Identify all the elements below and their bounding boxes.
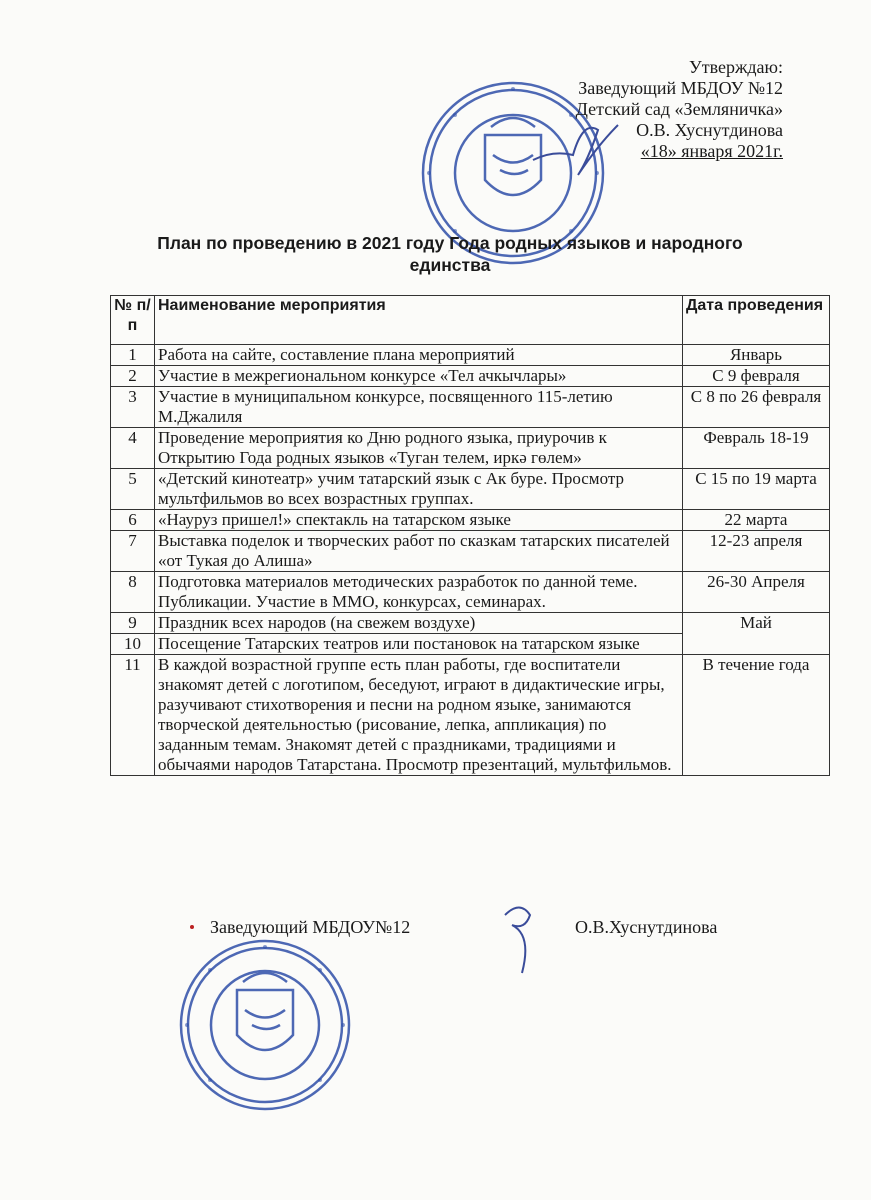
row-num: 9 [111,613,155,634]
row-name: Праздник всех народов (на свежем воздухе) [155,613,683,634]
row-date: Май [683,613,830,655]
row-num: 11 [111,655,155,776]
row-num: 3 [111,387,155,428]
row-num: 6 [111,510,155,531]
header-num: № п/п [111,296,155,345]
row-name: Работа на сайте, составление плана мероприятий [155,345,683,366]
row-name: Участие в межрегиональном конкурсе «Тел ачкычлары» [155,366,683,387]
row-date: Февраль 18-19 [683,428,830,469]
footer-position: Заведующий МБДОУ№12 [210,917,411,937]
header-name: Наименование мероприятия [155,296,683,345]
footer-name: О.В.Хуснутдинова [575,917,718,937]
row-name: Выставка поделок и творческих работ по сказкам татарских писателей «от Тукая до Алиша» [155,531,683,572]
table-row [111,613,830,634]
page-title [130,232,770,276]
row-name: Подготовка материалов методических разработок по данной теме. Публикации. Участие в ММО, конкурсах, семинарах. [155,572,683,613]
row-name: Участие в муниципальном конкурсе, посвященного 115-летию М.Джалиля [155,387,683,428]
table-row [111,387,830,428]
bottom-stamp [175,935,355,1115]
row-num: 1 [111,345,155,366]
row-date: Январь [683,345,830,366]
row-num: 4 [111,428,155,469]
row-num: 8 [111,572,155,613]
approval-heading: Утверждаю: [688,57,783,77]
row-date: 26-30 Апреля [683,572,830,613]
events-table [110,295,830,776]
title-line-1: План по проведению в 2021 году Года родных языков и народного [157,233,743,253]
row-num: 7 [111,531,155,572]
table-row [111,469,830,510]
table-row [111,572,830,613]
header-date: Дата проведения [683,296,830,345]
row-name: Проведение мероприятия ко Дню родного языка, приурочив к Открытию Года родных языков «Туган телем, иркә гөлем» [155,428,683,469]
table-row [111,366,830,387]
approval-date: «18» января 2021г. [640,141,783,161]
table-row [111,531,830,572]
row-num: 2 [111,366,155,387]
row-date: 12-23 апреля [683,531,830,572]
footer-signature [495,895,545,975]
row-date: 22 марта [683,510,830,531]
row-name: В каждой возрастной группе есть план работы, где воспитатели знакомят детей с логотипом, беседуют, играют в дидактические игры, разучивают стихотворения и песни на родном языке, занимаются творческой деятельностью (рисование, лепка, аппликация) по заданным темам. Знакомят детей с праздниками, традициями и обычаями народов Татарстана. Просмотр презентаций, мультфильмов. [155,655,683,776]
row-num: 10 [111,634,155,655]
title-line-2: единства [409,255,491,275]
row-name: «Детский кинотеатр» учим татарский язык с Ак буре. Просмотр мультфильмов во всех возрастных группах. [155,469,683,510]
row-date: С 8 по 26 февраля [683,387,830,428]
row-name: Посещение Татарских театров или постановок на татарском языке [155,634,683,655]
row-num: 5 [111,469,155,510]
table-header-row [111,296,830,345]
footer-mark [190,925,194,929]
table-row [111,510,830,531]
approval-name: О.В. Хуснутдинова [636,120,783,140]
row-date: В течение года [683,655,830,776]
approval-organization: Детский сад «Земляничка» [575,99,783,119]
row-date: С 9 февраля [683,366,830,387]
table-row [111,428,830,469]
table-row [111,655,830,776]
approval-block [483,57,783,162]
row-name: «Науруз пришел!» спектакль на татарском языке [155,510,683,531]
table-row [111,345,830,366]
row-date: С 15 по 19 марта [683,469,830,510]
approval-position: Заведующий МБДОУ №12 [578,78,783,98]
